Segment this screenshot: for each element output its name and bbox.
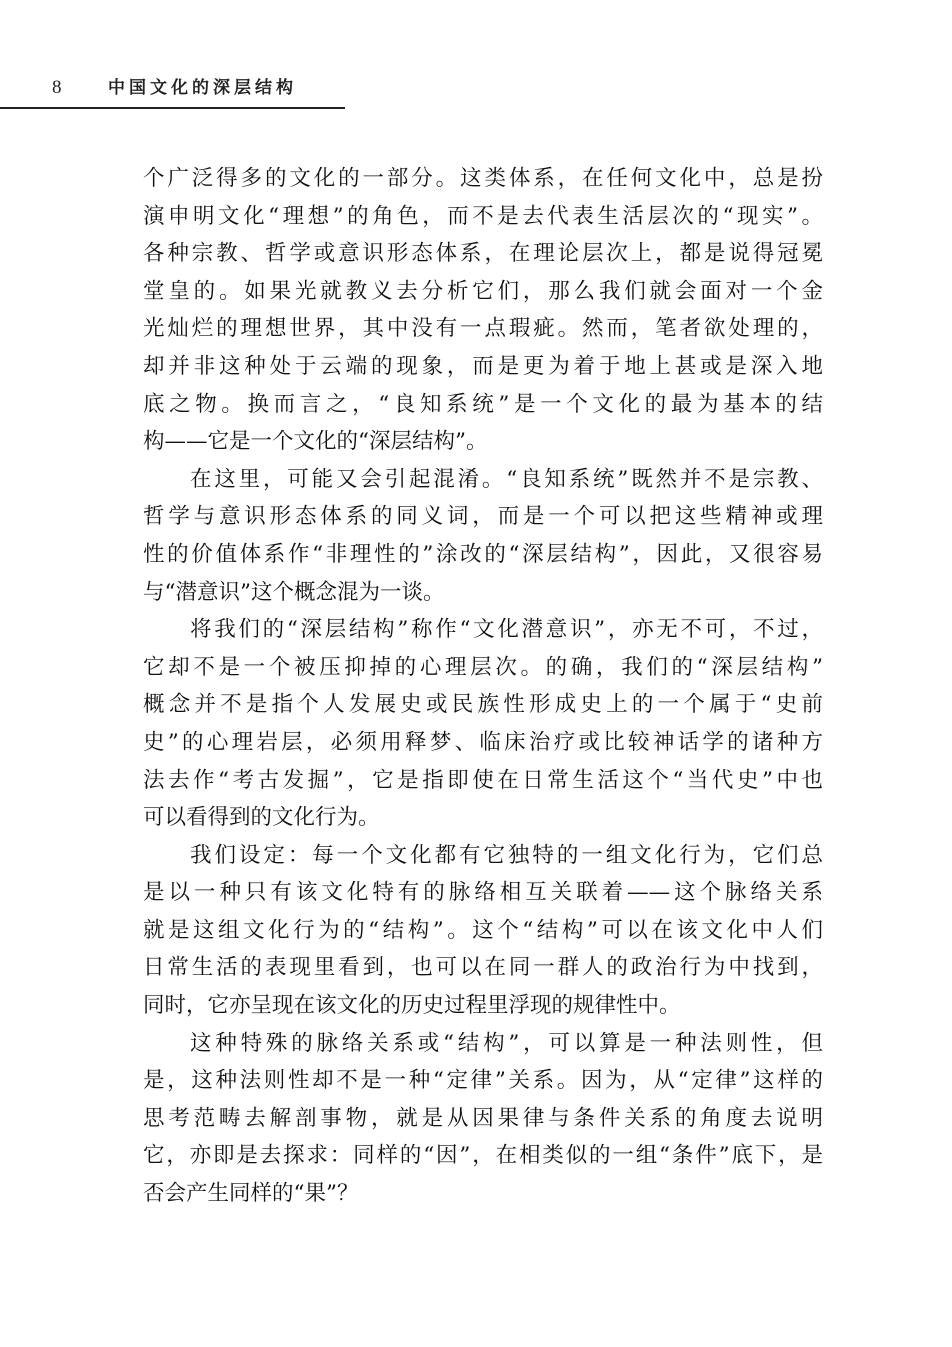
text-line: 思考范畴去解剖事物，就是从因果律与条件关系的角度去说明 — [143, 1105, 823, 1131]
text-line: 堂皇的。如果光就教义去分析它们，那么我们就会面对一个金 — [143, 278, 823, 304]
text-line: 个广泛得多的文化的一部分。这类体系，在任何文化中，总是扮 — [143, 166, 823, 191]
text-line: 可以看得到的文化行为。 — [143, 805, 380, 831]
text-line: 将我们的“深层结构”称作“文化潜意识”，亦无不可，不过， — [190, 617, 823, 643]
text-line: 性的价值体系作“非理性的”涂改的“深层结构”，因此，又很容易 — [143, 541, 823, 567]
text-line: 构——它是一个文化的“深层结构”。 — [143, 429, 488, 455]
page-number: 8 — [52, 77, 62, 98]
text-line: 是，这种法则性却不是一种“定律”关系。因为，从“定律”这样的 — [143, 1068, 823, 1094]
text-line: 否会产生同样的“果”？ — [143, 1181, 359, 1207]
text-line: 在这里，可能又会引起混淆。“良知系统”既然并不是宗教、 — [190, 466, 823, 492]
text-line: 日常生活的表现里看到，也可以在同一群人的政治行为中找到， — [143, 955, 823, 981]
text-line: 我们设定：每一个文化都有它独特的一组文化行为，它们总 — [190, 842, 823, 868]
text-line: 哲学与意识形态体系的同义词，而是一个可以把这些精神或理 — [143, 504, 823, 530]
text-line: 演申明文化“理想”的角色，而不是去代表生活层次的“现实”。 — [143, 203, 823, 229]
text-line: 却并非这种处于云端的现象，而是更为着于地上甚或是深入地 — [143, 353, 823, 379]
text-line: 光灿烂的理想世界，其中没有一点瑕疵。然而，笔者欲处理的， — [143, 316, 823, 342]
text-line: 底之物。换而言之，“良知系统”是一个文化的最为基本的结 — [143, 391, 823, 417]
text-line: 它却不是一个被压抑掉的心理层次。的确，我们的“深层结构” — [143, 654, 823, 680]
text-line: 与“潜意识”这个概念混为一谈。 — [143, 579, 445, 605]
text-line: 就是这组文化行为的“结构”。这个“结构”可以在该文化中人们 — [143, 917, 823, 943]
text-line: 各种宗教、哲学或意识形态体系，在理论层次上，都是说得冠冕 — [143, 241, 823, 267]
text-line: 这种特殊的脉络关系或“结构”，可以算是一种法则性，但 — [190, 1030, 823, 1056]
page-header — [0, 72, 345, 110]
body-text — [143, 160, 823, 1213]
running-head: 中国文化的深层结构 — [108, 78, 297, 98]
text-line: 概念并不是指个人发展史或民族性形成史上的一个属于“史前 — [143, 692, 823, 718]
header-rule — [0, 107, 345, 109]
text-line: 它，亦即是去探求：同样的“因”，在相类似的一组“条件”底下，是 — [143, 1143, 823, 1169]
text-line: 是以一种只有该文化特有的脉络相互关联着——这个脉络关系 — [143, 880, 823, 906]
text-line: 法去作“考古发掘”，它是指即使在日常生活这个“当代史”中也 — [143, 767, 823, 793]
text-line: 同时，它亦呈现在该文化的历史过程里浮现的规律性中。 — [143, 993, 681, 1019]
text-line: 史”的心理岩层，必须用释梦、临床治疗或比较神话学的诸种方 — [143, 729, 823, 755]
